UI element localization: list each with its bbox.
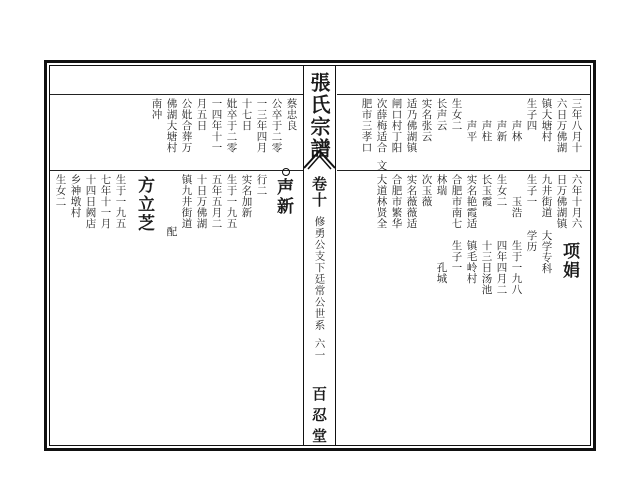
section-label: 修勇公支下廷常公世系 [313,216,326,331]
record-line: 三年八月十 [570,98,583,153]
genealogy-title: 張氏宗譜 [307,72,331,160]
education-line: 大学专科 [540,230,553,274]
record-line: 生子四 [525,98,538,131]
ancestor-circle-mark [282,168,290,176]
record-line: 实名薇薇适 [405,174,418,229]
born-line: 十三日汤池 [480,240,493,295]
person-name-fanglizhi: 方立芝 [134,176,154,233]
child-name: 孔城 [435,262,448,284]
born-line: 十四日阙店 [84,174,97,229]
record-line: 长声云 [435,98,448,131]
record-line: 妣卒于二零 [225,98,238,153]
spouse-label: 配 [165,226,178,237]
record-line: 合肥市繁华 [390,174,403,229]
record-line: 公卒于二零 [270,98,283,153]
record-line: 声平 [465,120,478,142]
record-line: 月五日 [195,98,208,131]
record-line: 肥市三孝口 [360,98,373,153]
born-line: 乡神墩村 [69,174,82,218]
record-line: 大道林贤全 [375,174,388,229]
record-line: 闸口村丁阳 [390,98,403,153]
record-line: 次玉薇 [420,174,433,207]
children-line: 生女二 [54,174,67,207]
record-line: 镇大塘村 [540,98,553,142]
person-name-xiangjuan: 项娟 [559,242,579,280]
children-line: 生子一 [450,240,463,273]
record-line: 日万佛湖镇 [555,174,568,229]
person-name-shengxin: 声新 [273,178,293,216]
record-line: 生女二 [450,98,463,131]
born-line: 七年十一月 [99,174,112,229]
record-line: 九井街道 [540,174,553,218]
real-name-line: 实名加新 [240,174,253,218]
volume-label: 卷十 [310,176,328,208]
record-line: 六日万佛湖 [555,98,568,153]
record-line: 适乃佛湖镇 [405,98,418,153]
record-line: 佛湖大塘村 [165,98,178,153]
born-line: 生于一九八 [510,240,523,295]
record-line: 生子一 [525,174,538,207]
right-divider [337,170,590,171]
record-line: 长玉霞 [480,174,493,207]
page-number: 六一 [313,338,326,361]
education-label: 学历 [525,230,538,252]
record-line: 实名张云 [420,98,433,142]
record-line: 声新 [495,120,508,142]
born-line: 镇九井街道 [180,174,193,229]
record-line: 六年十月六 [570,174,583,229]
record-line: 南冲 [150,98,163,120]
born-line: 四年四月二 [495,240,508,295]
record-line: 十七日 [240,98,253,131]
record-line: 一三年四月 [255,98,268,153]
record-line: 声林 [510,120,523,142]
born-line: 生于一九五 [225,174,238,229]
record-line: 文 [375,160,388,171]
record-line: 声柱 [480,120,493,142]
rank-line: 行二 [255,174,268,196]
born-line: 镇毛岭村 [465,240,478,284]
record-line: 公妣合葬万 [180,98,193,153]
record-line: 次薛梅适合 [375,98,388,153]
record-line: 实名艳霞适 [465,174,478,229]
record-line: 生女二 [495,174,508,207]
record-line: 一四年十一 [210,98,223,153]
record-line: 玉浩 [510,196,523,218]
right-upper-rule-top [337,94,590,95]
born-line: 生于一九五 [114,174,127,229]
record-line: 合肥市南七 [450,174,463,229]
left-upper-rule-top [50,94,303,95]
hall-name: 百忍堂 [310,386,328,449]
born-line: 十日万佛湖 [195,174,208,229]
record-line: 林瑞 [435,174,448,196]
born-line: 五年五月二 [210,174,223,229]
left-divider [50,170,303,171]
record-line: 蔡忠良 [285,98,298,131]
chevron-mark [303,148,336,170]
